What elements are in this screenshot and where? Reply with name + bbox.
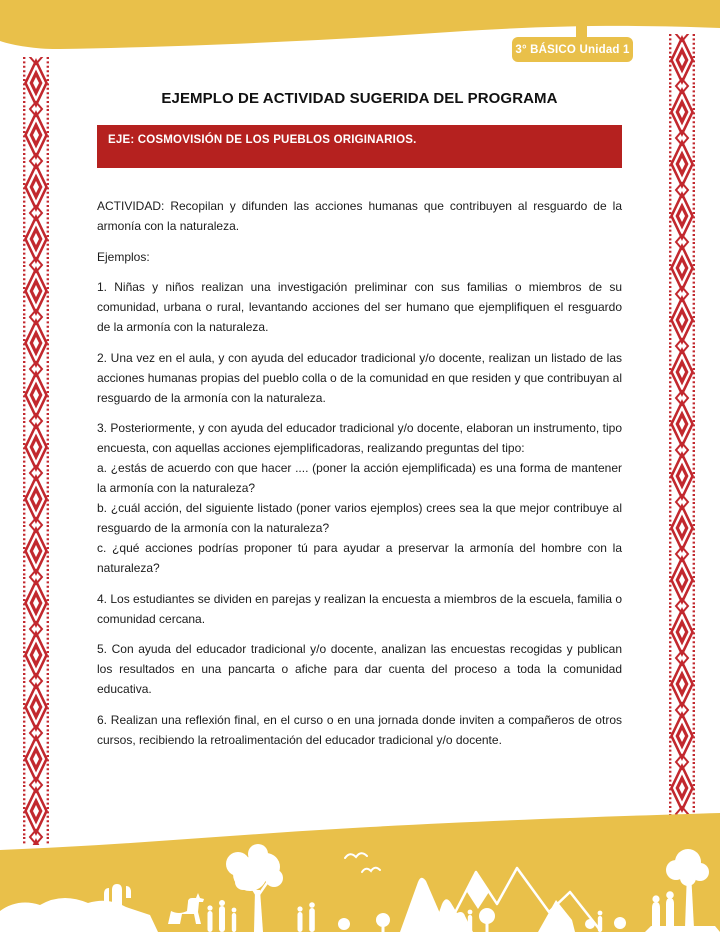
left-border-pattern: [22, 57, 50, 845]
paragraph: 5. Con ayuda del educador tradicional y/o docente, analizan las encuestas recogidas y publican los resultados en una pancarta o afiche para dar cuenta del proceso a toda la comunidad educativa.: [97, 642, 622, 696]
page-title: EJEMPLO DE ACTIVIDAD SUGERIDA DEL PROGRAMA: [161, 90, 558, 107]
paragraph: b. ¿cuál acción, del siguiente listado (poner varios ejemplos) crees sea la que mejor contribuye al resguardo de la armonía con la naturaleza?: [97, 501, 622, 535]
paragraph: 6. Realizan una reflexión final, en el curso o en una jornada donde inviten a compañeros de otros cursos, recibiendo la retroalimentación del educador tradicional y/o docente.: [97, 712, 622, 747]
andean-diamond-pattern-icon: [22, 57, 50, 845]
footer-illustration: [0, 812, 720, 932]
paragraph: c. ¿qué acciones podrías proponer tú para ayudar a preservar la armonía del hombre con la naturaleza?: [97, 541, 622, 575]
right-border-pattern: [668, 34, 696, 820]
activity-body: [97, 196, 622, 750]
paragraph: Ejemplos:: [97, 249, 150, 264]
paragraph: 3. Posteriormente, y con ayuda del educador tradicional y/o docente, elaboran un instrumento, tipo encuesta, con aquellas acciones ejemplificadoras, realizando preguntas del tipo:: [97, 421, 622, 455]
eje-banner: [97, 125, 622, 168]
eje-banner-label: EJE: COSMOVISIÓN DE LOS PUEBLOS ORIGINARIOS.: [108, 134, 417, 146]
paragraph: 2. Una vez en el aula, y con ayuda del educador tradicional y/o docente, realizan un listado de las acciones humanas propias del pueblo colla o de la comunidad en que residen y que contribuyan al resguardo de la armonía con la naturaleza.: [97, 350, 622, 405]
unit-badge: [512, 37, 633, 62]
paragraph: 1. Niñas y niños realizan una investigación preliminar con sus familias o miembros de su comunidad, urbana o rural, levantando acciones del ser humano que ejemplifiquen el resguardo de la armonía con la naturaleza.: [97, 280, 622, 334]
paragraph: a. ¿estás de acuerdo con que hacer .... (poner la acción ejemplificada) es una forma de mantener la armonía con la naturaleza?: [97, 461, 622, 495]
andean-diamond-pattern-icon: [668, 34, 696, 820]
paragraph: 4. Los estudiantes se dividen en parejas y realizan la encuesta a miembros de la escuela, familia o comunidad cercana.: [97, 591, 622, 626]
paragraph: ACTIVIDAD: Recopilan y difunden las acciones humanas que contribuyen al resguardo de la armonía con la naturaleza.: [97, 199, 622, 233]
unit-badge-label: 3° BÁSICO Unidad 1: [515, 43, 630, 56]
